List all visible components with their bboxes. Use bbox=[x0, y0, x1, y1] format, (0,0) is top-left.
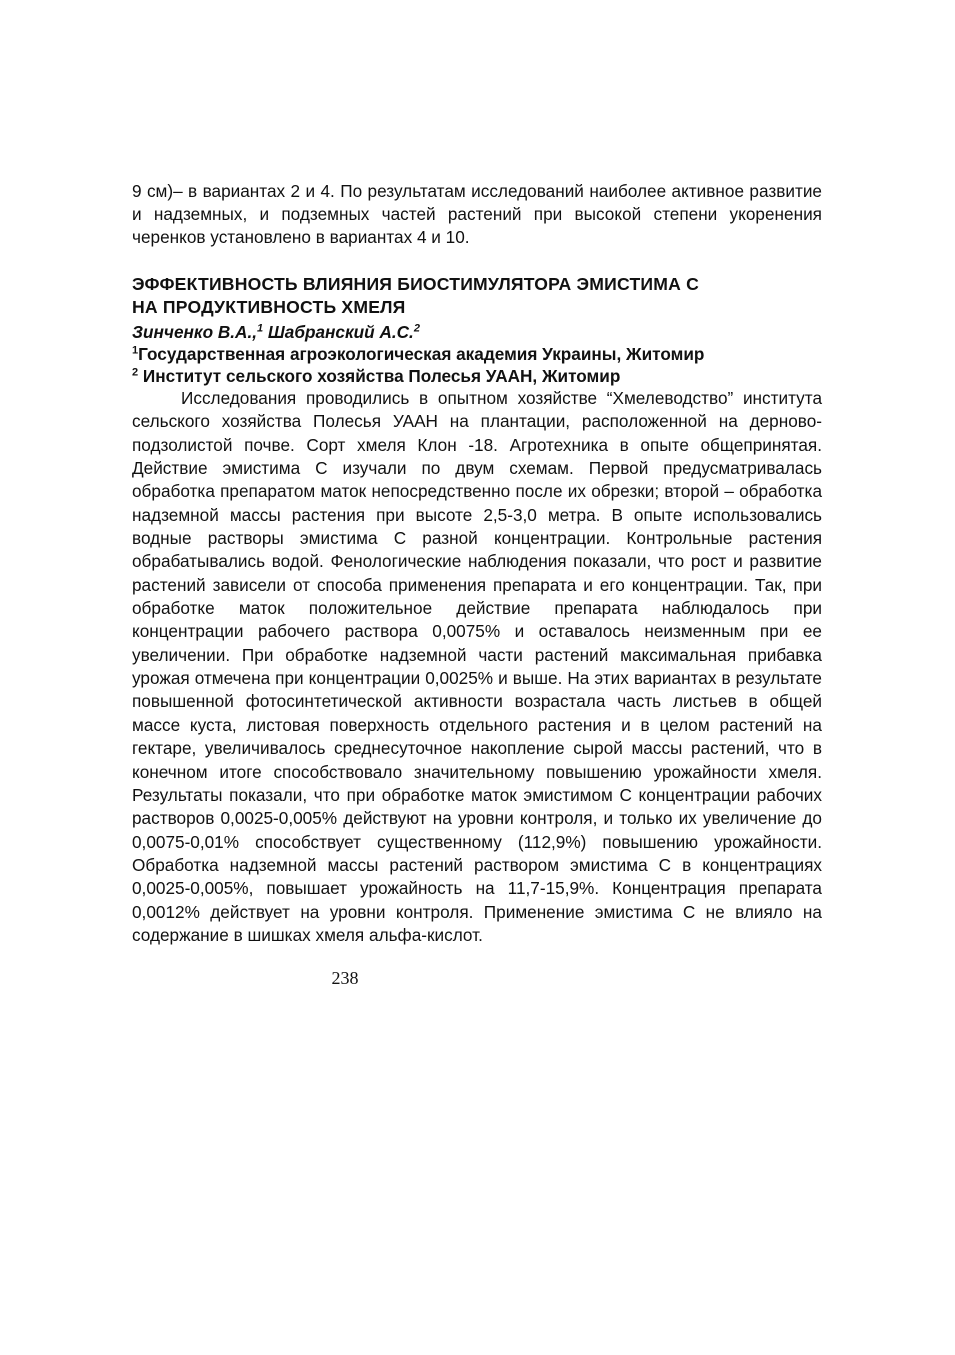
affiliation-2-text: Институт сельского хозяйства Полесья УААН, Житомир bbox=[138, 366, 621, 386]
affiliation-1 bbox=[132, 343, 822, 365]
article-authors bbox=[132, 321, 822, 343]
article-body: Исследования проводились в опытном хозяйстве “Хмелеводство” института сельского хозяйства Полесья УААН на плантации, расположенной на дерново-подзолистой почве. Сорт хмеля Клон -18. Агротехника в опыте общепринятая. Действие эмистима С изучали по двум схемам. Первой предусматривалась обработка препаратом маток непосредственно после их обрезки; второй – обработка надземной массы растения при высоте 2,5-3,0 метра. В опыте использовались водные растворы эмистима С разной концентрации. Контрольные растения обрабатывались водой. Фенологические наблюдения показали, что рост и развитие растений зависели от способа применения препарата и его концентрации. Так, при обработке маток положительное действие препарата наблюдалось при концентрации рабочего раствора 0,0075% и оставалось неизменным при ее увеличении. При обработке надземной части растений максимальная прибавка урожая отмечена при концентрации 0,0025% и выше. На этих вариантах в результате повышенной фотосинтетической активности возрастала часть листьев в общей массе куста, листовая поверхность отдельного растения и в целом растений на гектаре, увеличивалось среднесуточное накопление сырой массы растений, что в конечном итоге способствовало значительному повышению урожайности хмеля. Результаты показали, что при обработке маток эмистимом С концентрации рабочих растворов 0,0025-0,005% действуют на уровни контроля, и только их увеличение до 0,0075-0,01% способствует существенному (112,9%) повышению урожайности. Обработка надземной массы растений раствором эмистима С в концентрациях 0,0025-0,005%, повышает урожайность на 11,7-15,9%. Концентрация препарата 0,0012% действует на уровни контроля. Применение эмистима С не влияло на содержание в шишках хмеля альфа-кислот. bbox=[132, 388, 822, 945]
page-content bbox=[132, 180, 822, 947]
affiliation-2-mark: 2 bbox=[132, 366, 139, 379]
author-1: Зинченко В.А., bbox=[132, 322, 258, 342]
affiliation-2 bbox=[132, 365, 822, 387]
intro-paragraph: 9 см)– в вариантах 2 и 4. По результатам исследований наиболее активное развитие и надземных, и подземных частей растений при высокой степени укоренения черенков установлено в вариантах 4 и 10. bbox=[132, 181, 822, 247]
page-number: 238 bbox=[331, 968, 359, 988]
article-title-line-2: НА ПРОДУКТИВНОСТЬ ХМЕЛЯ bbox=[132, 297, 406, 317]
affiliation-1-text: Государственная агроэкологическая академия Украины, Житомир bbox=[138, 344, 705, 364]
affiliation-1-mark: 1 bbox=[132, 344, 139, 357]
author-1-affiliation-mark: 1 bbox=[257, 322, 264, 335]
article-title-line-1: ЭФФЕКТИВНОСТЬ ВЛИЯНИЯ БИОСТИМУЛЯТОРА ЭМИСТИМА С bbox=[132, 274, 699, 294]
author-2: Шабранский А.С. bbox=[263, 322, 414, 342]
author-2-affiliation-mark: 2 bbox=[413, 322, 420, 335]
article-title bbox=[132, 273, 822, 319]
